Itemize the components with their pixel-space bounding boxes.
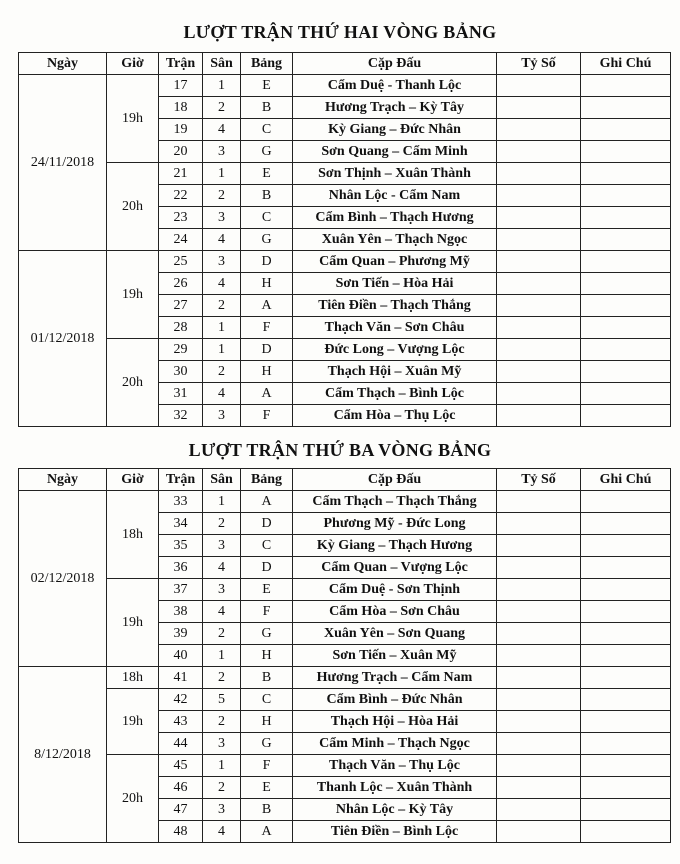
pairing-cell: Cẩm Hòa – Sơn Châu — [293, 601, 497, 623]
match-number-cell: 45 — [159, 755, 203, 777]
group-cell: C — [241, 535, 293, 557]
group-cell: B — [241, 799, 293, 821]
pairing-cell: Xuân Yên – Sơn Quang — [293, 623, 497, 645]
match-number-cell: 41 — [159, 667, 203, 689]
group-cell: G — [241, 733, 293, 755]
group-cell: A — [241, 383, 293, 405]
pairing-cell: Cẩm Quan – Vượng Lộc — [293, 557, 497, 579]
time-cell: 20h — [107, 339, 159, 427]
score-cell — [497, 361, 581, 383]
field-cell: 1 — [203, 75, 241, 97]
header-field: Sân — [203, 469, 241, 491]
score-cell — [497, 557, 581, 579]
score-cell — [497, 689, 581, 711]
score-cell — [497, 339, 581, 361]
field-cell: 3 — [203, 141, 241, 163]
match-number-cell: 24 — [159, 229, 203, 251]
group-cell: H — [241, 711, 293, 733]
pairing-cell: Cẩm Bình – Đức Nhân — [293, 689, 497, 711]
score-cell — [497, 755, 581, 777]
score-cell — [497, 75, 581, 97]
group-cell: G — [241, 623, 293, 645]
notes-cell — [581, 273, 671, 295]
score-cell — [497, 163, 581, 185]
notes-cell — [581, 317, 671, 339]
date-cell: 02/12/2018 — [19, 491, 107, 667]
field-cell: 3 — [203, 251, 241, 273]
header-pairing: Cặp Đấu — [293, 53, 497, 75]
group-cell: C — [241, 207, 293, 229]
score-cell — [497, 491, 581, 513]
group-cell: D — [241, 339, 293, 361]
field-cell: 4 — [203, 821, 241, 843]
notes-cell — [581, 755, 671, 777]
notes-cell — [581, 579, 671, 601]
notes-cell — [581, 667, 671, 689]
score-cell — [497, 229, 581, 251]
pairing-cell: Cẩm Thạch – Bình Lộc — [293, 383, 497, 405]
match-number-cell: 35 — [159, 535, 203, 557]
field-cell: 1 — [203, 163, 241, 185]
header-score: Tỷ Số — [497, 469, 581, 491]
match-number-cell: 23 — [159, 207, 203, 229]
pairing-cell: Phương Mỹ - Đức Long — [293, 513, 497, 535]
field-cell: 3 — [203, 799, 241, 821]
group-cell: D — [241, 251, 293, 273]
round2-title: LƯỢT TRẬN THỨ HAI VÒNG BẢNG — [183, 22, 497, 42]
group-cell: E — [241, 163, 293, 185]
header-field: Sân — [203, 53, 241, 75]
field-cell: 1 — [203, 317, 241, 339]
pairing-cell: Cẩm Minh – Thạch Ngọc — [293, 733, 497, 755]
score-cell — [497, 207, 581, 229]
date-cell: 8/12/2018 — [19, 667, 107, 843]
pairing-cell: Tiên Điền – Bình Lộc — [293, 821, 497, 843]
notes-cell — [581, 119, 671, 141]
score-cell — [497, 821, 581, 843]
pairing-cell: Nhân Lộc - Cẩm Nam — [293, 185, 497, 207]
field-cell: 4 — [203, 119, 241, 141]
group-cell: A — [241, 491, 293, 513]
score-cell — [497, 579, 581, 601]
field-cell: 2 — [203, 513, 241, 535]
match-number-cell: 38 — [159, 601, 203, 623]
group-cell: E — [241, 777, 293, 799]
pairing-cell: Thạch Hội – Hòa Hải — [293, 711, 497, 733]
field-cell: 4 — [203, 383, 241, 405]
table-row — [19, 163, 671, 185]
pairing-cell: Kỳ Giang – Đức Nhân — [293, 119, 497, 141]
field-cell: 3 — [203, 733, 241, 755]
field-cell: 3 — [203, 405, 241, 427]
field-cell: 4 — [203, 273, 241, 295]
time-cell: 19h — [107, 251, 159, 339]
group-cell: G — [241, 229, 293, 251]
match-number-cell: 34 — [159, 513, 203, 535]
match-number-cell: 28 — [159, 317, 203, 339]
match-number-cell: 44 — [159, 733, 203, 755]
notes-cell — [581, 821, 671, 843]
notes-cell — [581, 623, 671, 645]
match-number-cell: 29 — [159, 339, 203, 361]
time-cell: 18h — [107, 491, 159, 579]
field-cell: 4 — [203, 229, 241, 251]
pairing-cell: Thanh Lộc – Xuân Thành — [293, 777, 497, 799]
header-notes: Ghi Chú — [581, 469, 671, 491]
header-time: Giờ — [107, 469, 159, 491]
score-cell — [497, 295, 581, 317]
header-date: Ngày — [19, 53, 107, 75]
notes-cell — [581, 251, 671, 273]
pairing-cell: Đức Long – Vượng Lộc — [293, 339, 497, 361]
pairing-cell: Kỳ Giang – Thạch Hương — [293, 535, 497, 557]
match-number-cell: 48 — [159, 821, 203, 843]
table-row — [19, 755, 671, 777]
notes-cell — [581, 207, 671, 229]
group-cell: E — [241, 75, 293, 97]
notes-cell — [581, 601, 671, 623]
score-cell — [497, 251, 581, 273]
group-cell: C — [241, 689, 293, 711]
pairing-cell: Cẩm Bình – Thạch Hương — [293, 207, 497, 229]
notes-cell — [581, 535, 671, 557]
round3-schedule-table — [18, 468, 671, 843]
match-number-cell: 30 — [159, 361, 203, 383]
notes-cell — [581, 229, 671, 251]
score-cell — [497, 513, 581, 535]
pairing-cell: Hương Trạch – Cẩm Nam — [293, 667, 497, 689]
group-cell: H — [241, 645, 293, 667]
header-time: Giờ — [107, 53, 159, 75]
field-cell: 1 — [203, 339, 241, 361]
notes-cell — [581, 141, 671, 163]
group-cell: H — [241, 273, 293, 295]
pairing-cell: Cẩm Hòa – Thụ Lộc — [293, 405, 497, 427]
notes-cell — [581, 689, 671, 711]
match-number-cell: 26 — [159, 273, 203, 295]
group-cell: D — [241, 513, 293, 535]
notes-cell — [581, 339, 671, 361]
header-pairing: Cặp Đấu — [293, 469, 497, 491]
group-cell: D — [241, 557, 293, 579]
score-cell — [497, 799, 581, 821]
score-cell — [497, 711, 581, 733]
score-cell — [497, 97, 581, 119]
notes-cell — [581, 361, 671, 383]
table-row — [19, 251, 671, 273]
match-number-cell: 22 — [159, 185, 203, 207]
header-group: Bảng — [241, 53, 293, 75]
pairing-cell: Sơn Tiến – Hòa Hải — [293, 273, 497, 295]
table-row — [19, 667, 671, 689]
score-cell — [497, 777, 581, 799]
field-cell: 4 — [203, 557, 241, 579]
match-number-cell: 43 — [159, 711, 203, 733]
field-cell: 2 — [203, 711, 241, 733]
header-match: Trận — [159, 53, 203, 75]
header-group: Bảng — [241, 469, 293, 491]
table-row — [19, 579, 671, 601]
score-cell — [497, 535, 581, 557]
notes-cell — [581, 711, 671, 733]
pairing-cell: Cẩm Quan – Phương Mỹ — [293, 251, 497, 273]
notes-cell — [581, 491, 671, 513]
pairing-cell: Sơn Tiến – Xuân Mỹ — [293, 645, 497, 667]
group-cell: G — [241, 141, 293, 163]
pairing-cell: Xuân Yên – Thạch Ngọc — [293, 229, 497, 251]
match-number-cell: 39 — [159, 623, 203, 645]
notes-cell — [581, 75, 671, 97]
pairing-cell: Sơn Thịnh – Xuân Thành — [293, 163, 497, 185]
match-number-cell: 37 — [159, 579, 203, 601]
notes-cell — [581, 295, 671, 317]
date-cell: 01/12/2018 — [19, 251, 107, 427]
field-cell: 3 — [203, 207, 241, 229]
match-number-cell: 21 — [159, 163, 203, 185]
match-number-cell: 36 — [159, 557, 203, 579]
notes-cell — [581, 777, 671, 799]
notes-cell — [581, 185, 671, 207]
table-row — [19, 689, 671, 711]
time-cell: 19h — [107, 689, 159, 755]
table-row — [19, 339, 671, 361]
score-cell — [497, 383, 581, 405]
table-row — [19, 491, 671, 513]
score-cell — [497, 317, 581, 339]
field-cell: 4 — [203, 601, 241, 623]
time-cell: 19h — [107, 75, 159, 163]
match-number-cell: 25 — [159, 251, 203, 273]
field-cell: 2 — [203, 623, 241, 645]
table-header-row — [19, 469, 671, 491]
match-number-cell: 17 — [159, 75, 203, 97]
match-number-cell: 47 — [159, 799, 203, 821]
match-number-cell: 27 — [159, 295, 203, 317]
date-cell: 24/11/2018 — [19, 75, 107, 251]
match-number-cell: 18 — [159, 97, 203, 119]
pairing-cell: Cẩm Duệ - Thanh Lộc — [293, 75, 497, 97]
field-cell: 3 — [203, 579, 241, 601]
pairing-cell: Cẩm Thạch – Thạch Thắng — [293, 491, 497, 513]
score-cell — [497, 119, 581, 141]
pairing-cell: Hương Trạch – Kỳ Tây — [293, 97, 497, 119]
field-cell: 2 — [203, 667, 241, 689]
match-number-cell: 19 — [159, 119, 203, 141]
score-cell — [497, 667, 581, 689]
round2-schedule-table — [18, 52, 671, 427]
group-cell: B — [241, 667, 293, 689]
group-cell: B — [241, 185, 293, 207]
score-cell — [497, 405, 581, 427]
score-cell — [497, 623, 581, 645]
field-cell: 2 — [203, 97, 241, 119]
notes-cell — [581, 97, 671, 119]
score-cell — [497, 141, 581, 163]
match-number-cell: 40 — [159, 645, 203, 667]
group-cell: F — [241, 755, 293, 777]
group-cell: A — [241, 821, 293, 843]
notes-cell — [581, 733, 671, 755]
score-cell — [497, 601, 581, 623]
group-cell: F — [241, 317, 293, 339]
time-cell: 20h — [107, 163, 159, 251]
notes-cell — [581, 405, 671, 427]
pairing-cell: Nhân Lộc – Kỳ Tây — [293, 799, 497, 821]
pairing-cell: Thạch Văn – Sơn Châu — [293, 317, 497, 339]
round3-title: LƯỢT TRẬN THỨ BA VÒNG BẢNG — [188, 440, 492, 460]
group-cell: E — [241, 579, 293, 601]
notes-cell — [581, 163, 671, 185]
group-cell: B — [241, 97, 293, 119]
group-cell: F — [241, 405, 293, 427]
field-cell: 2 — [203, 361, 241, 383]
notes-cell — [581, 799, 671, 821]
pairing-cell: Cẩm Duệ - Sơn Thịnh — [293, 579, 497, 601]
score-cell — [497, 645, 581, 667]
field-cell: 2 — [203, 185, 241, 207]
pairing-cell: Thạch Văn – Thụ Lộc — [293, 755, 497, 777]
pairing-cell: Thạch Hội – Xuân Mỹ — [293, 361, 497, 383]
group-cell: H — [241, 361, 293, 383]
field-cell: 2 — [203, 295, 241, 317]
time-cell: 19h — [107, 579, 159, 667]
field-cell: 5 — [203, 689, 241, 711]
match-number-cell: 32 — [159, 405, 203, 427]
notes-cell — [581, 645, 671, 667]
header-score: Tỷ Số — [497, 53, 581, 75]
time-cell: 20h — [107, 755, 159, 843]
header-match: Trận — [159, 469, 203, 491]
group-cell: F — [241, 601, 293, 623]
field-cell: 1 — [203, 645, 241, 667]
field-cell: 1 — [203, 755, 241, 777]
match-number-cell: 46 — [159, 777, 203, 799]
field-cell: 1 — [203, 491, 241, 513]
notes-cell — [581, 513, 671, 535]
group-cell: A — [241, 295, 293, 317]
match-number-cell: 42 — [159, 689, 203, 711]
table-row — [19, 75, 671, 97]
score-cell — [497, 185, 581, 207]
match-number-cell: 31 — [159, 383, 203, 405]
group-cell: C — [241, 119, 293, 141]
pairing-cell: Sơn Quang – Cẩm Minh — [293, 141, 497, 163]
header-notes: Ghi Chú — [581, 53, 671, 75]
notes-cell — [581, 557, 671, 579]
field-cell: 2 — [203, 777, 241, 799]
match-number-cell: 20 — [159, 141, 203, 163]
notes-cell — [581, 383, 671, 405]
match-number-cell: 33 — [159, 491, 203, 513]
score-cell — [497, 273, 581, 295]
table-header-row — [19, 53, 671, 75]
field-cell: 3 — [203, 535, 241, 557]
pairing-cell: Tiên Điền – Thạch Thắng — [293, 295, 497, 317]
time-cell: 18h — [107, 667, 159, 689]
header-date: Ngày — [19, 469, 107, 491]
score-cell — [497, 733, 581, 755]
